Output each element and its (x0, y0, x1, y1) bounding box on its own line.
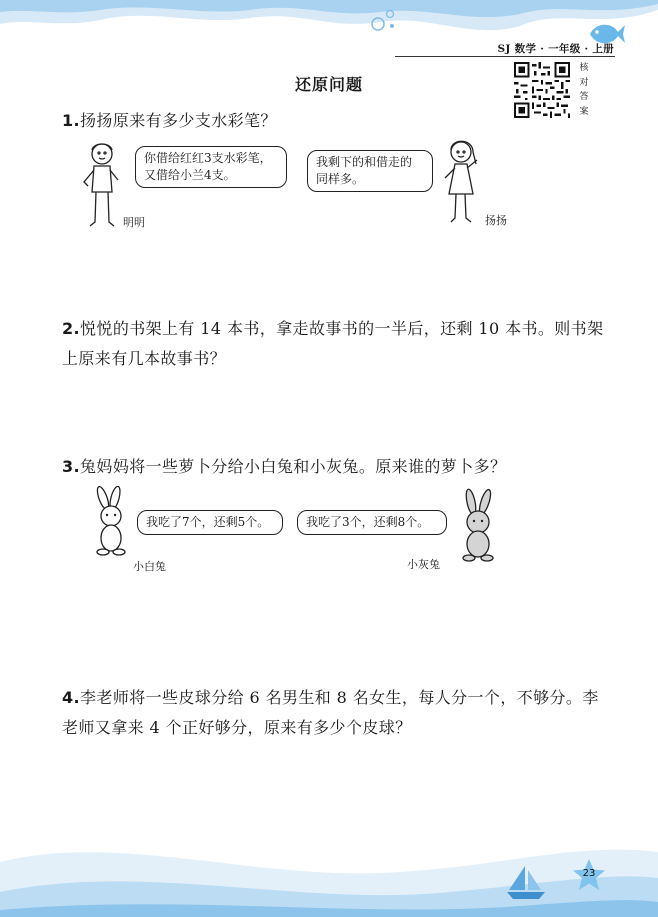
speaker-name-right: 扬扬 (485, 214, 507, 227)
speech-bubble-right: 我剩下的和借走的 同样多。 (307, 150, 433, 192)
speech-bubble-left: 我吃了7个，还剩5个。 (137, 510, 283, 535)
qr-caption: 核 对 答 案 (579, 63, 589, 117)
bottom-wave-band (0, 822, 658, 917)
white-rabbit-figure (89, 486, 133, 558)
boy-mingming-figure (80, 140, 122, 230)
header-divider (395, 56, 615, 57)
question-1-scene (75, 138, 515, 233)
bubbles-decoration (368, 8, 398, 34)
gray-rabbit-figure (453, 488, 503, 564)
speech-bubble-left: 你借给红红3支水彩笔， 又借给小兰4支。 (135, 146, 287, 188)
speaker-name-left: 明明 (123, 216, 145, 229)
question-1: 1.扬扬原来有多少支水彩笔？ (62, 111, 277, 130)
series-label: SJ 数学 · 一年级 · 上册 (497, 43, 614, 55)
speech-bubble-right: 我吃了3个，还剩8个。 (297, 510, 447, 535)
question-4: 4.李老师将一些皮球分给 6 名男生和 8 名女生，每人分一个，不够分。李 老师又拿来 4 个正好够分，原来有多少个皮球？ (62, 688, 599, 737)
girl-yangyang-figure (443, 138, 483, 226)
page-title: 还原问题 (294, 75, 363, 94)
speaker-name-left: 小白兔 (133, 560, 166, 573)
sailboat-icon (503, 862, 549, 902)
question-3-scene (75, 486, 515, 581)
question-3: 3.兔妈妈将一些萝卜分给小白兔和小灰兔。原来谁的萝卜多？ (62, 457, 507, 476)
speaker-name-right: 小灰兔 (407, 558, 440, 571)
top-wave-band (0, 0, 658, 40)
page-number: 23 (582, 868, 596, 879)
question-2: 2.悦悦的书架上有 14 本书，拿走故事书的一半后，还剩 10 本书。则书架 上原来有几本故事书？ (62, 319, 604, 368)
